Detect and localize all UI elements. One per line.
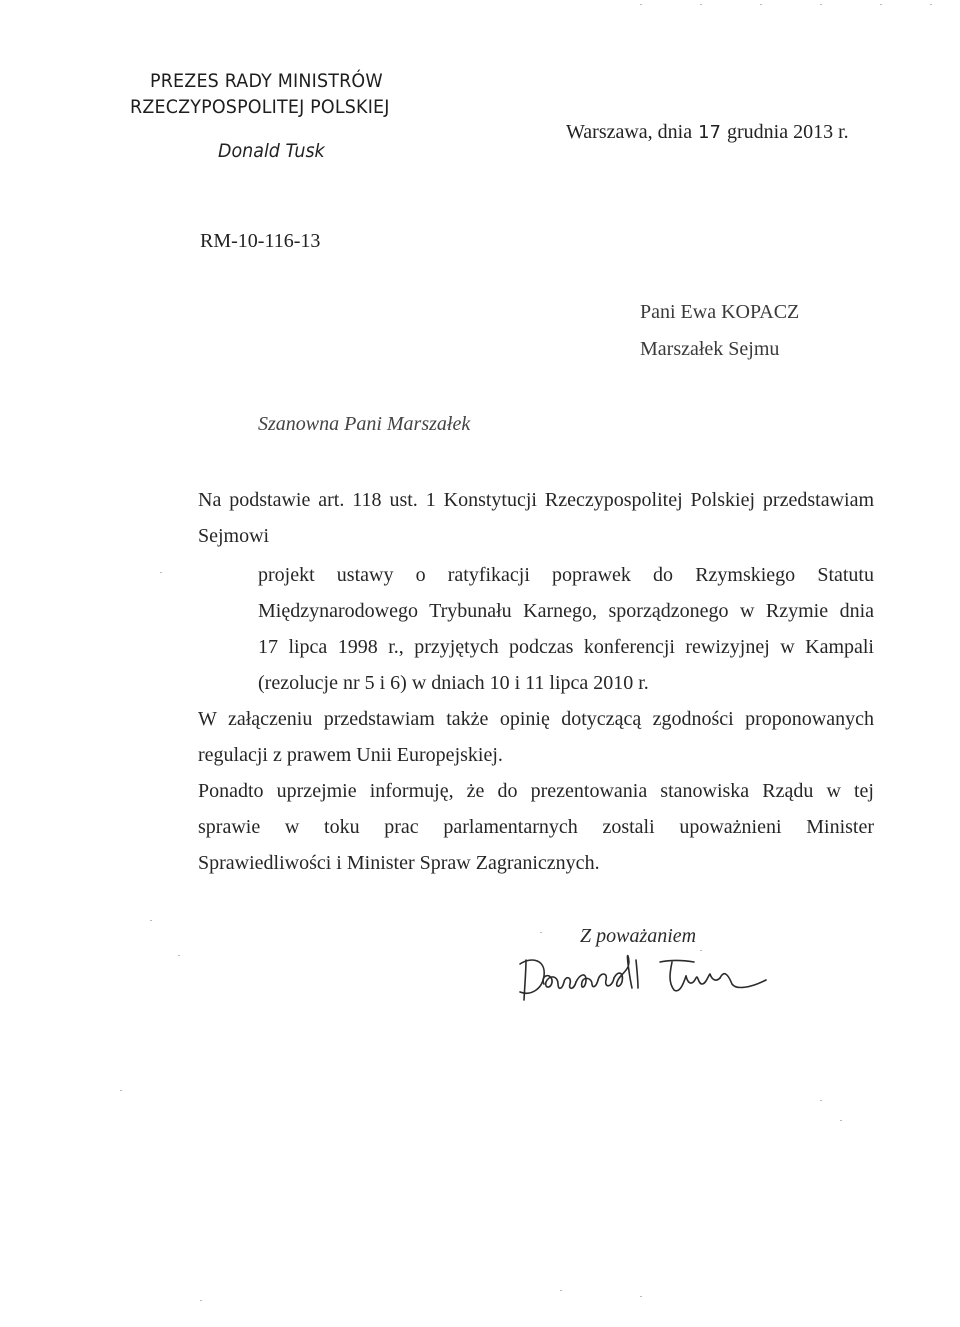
body-info-line-2: sprawie w toku prac parlamentarnych zostali upoważnieni Minister <box>198 816 874 838</box>
body-intro-line-2: Sejmowi <box>198 525 270 547</box>
body-project-line-4: (rezolucje nr 5 i 6) w dniach 10 i 11 lipca 2010 r. <box>258 672 649 694</box>
letterhead-line-2: RZECZYPOSPOLITEJ POLSKIEJ <box>130 96 390 118</box>
body-intro-line-1: Na podstawie art. 118 ust. 1 Konstytucji Rzeczypospolitej Polskiej przedstawiam <box>198 489 874 511</box>
date-prefix: Warszawa, dnia <box>566 121 693 143</box>
letterhead-name: Donald Tusk <box>218 140 325 162</box>
date-line <box>566 121 849 144</box>
body-info-line-3: Sprawiedliwości i Minister Spraw Zagranicznych. <box>198 852 600 874</box>
body-attachment-line-1: W załączeniu przedstawiam także opinię dotyczącą zgodności proponowanych <box>198 708 874 730</box>
body-project-line-2: Międzynarodowego Trybunału Karnego, sporządzonego w Rzymie dnia <box>258 600 874 622</box>
body-project-line-3: 17 lipca 1998 r., przyjętych podczas konferencji rewizyjnej w Kampali <box>258 636 874 658</box>
body-attachment-line-2: regulacji z prawem Unii Europejskiej. <box>198 744 503 766</box>
letterhead-line-1: PREZES RADY MINISTRÓW <box>150 70 383 92</box>
closing: Z poważaniem <box>580 925 697 947</box>
date-suffix: grudnia 2013 r. <box>727 121 849 143</box>
salutation: Szanowna Pani Marszałek <box>258 413 471 435</box>
signature <box>510 950 780 1010</box>
body-project-line-1: projekt ustawy o ratyfikacji poprawek do Rzymskiego Statutu <box>258 564 874 586</box>
date-day: 17 <box>698 122 722 143</box>
recipient-title: Marszałek Sejmu <box>640 338 780 360</box>
reference-number: RM-10-116-13 <box>200 230 321 252</box>
body-info-line-1: Ponadto uprzejmie informuję, że do prezentowania stanowiska Rządu w tej <box>198 780 874 802</box>
recipient-name: Pani Ewa KOPACZ <box>640 301 800 323</box>
